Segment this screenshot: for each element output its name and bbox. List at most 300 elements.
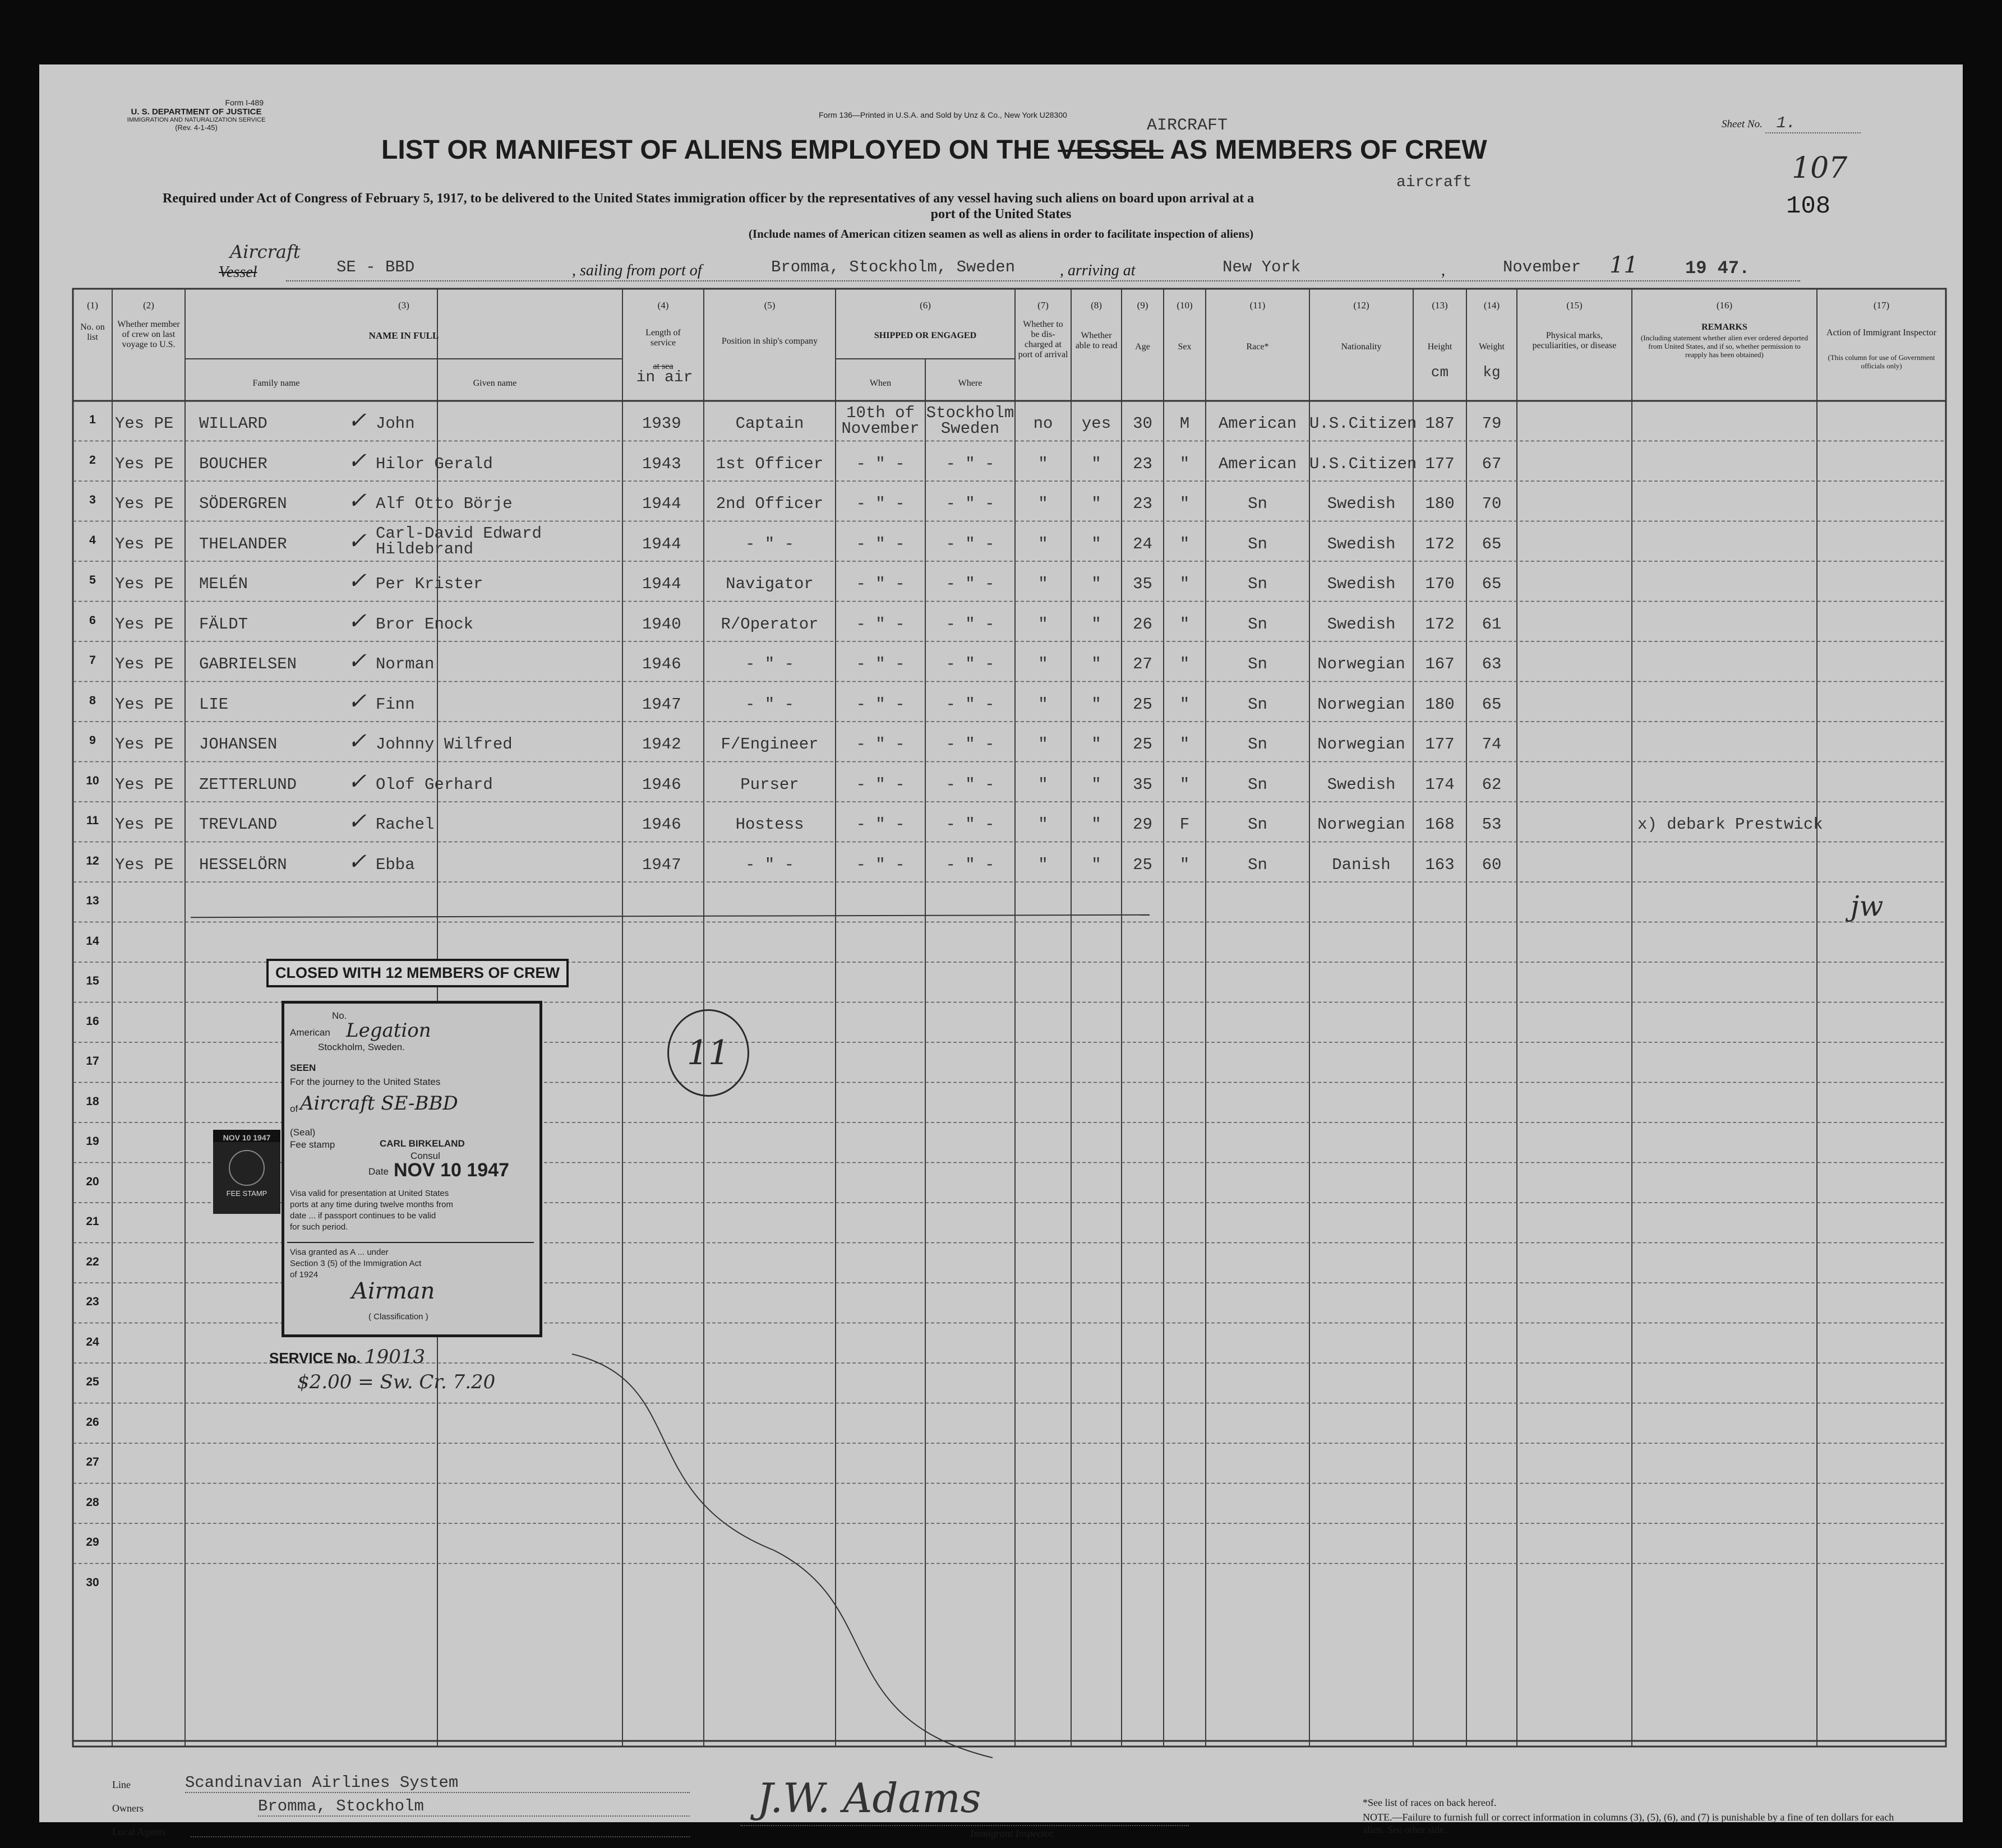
crew-family-name: BOUCHER xyxy=(199,454,267,473)
col-num-13: (13) xyxy=(1432,300,1448,311)
crew-discharged: " xyxy=(1038,775,1048,794)
line-number: 6 xyxy=(89,613,96,627)
footer-agents-line xyxy=(191,1836,690,1837)
crew-nationality: Norwegian xyxy=(1317,815,1405,834)
circled-count-value: 11 xyxy=(686,1033,730,1073)
line-number: 8 xyxy=(89,694,96,707)
crew-age: 25 xyxy=(1133,695,1152,714)
crew-service-year: 1942 xyxy=(642,735,681,754)
line-number: 21 xyxy=(86,1215,99,1228)
crew-able-to-read: " xyxy=(1091,495,1101,513)
line-number: 14 xyxy=(86,934,99,948)
crew-service-year: 1944 xyxy=(642,575,681,593)
crew-service-year: 1943 xyxy=(642,454,681,473)
crew-position: Hostess xyxy=(735,815,804,834)
visa-legation-city: Stockholm, Sweden. xyxy=(318,1042,405,1052)
crew-sex: " xyxy=(1179,575,1190,593)
crew-weight: 79 xyxy=(1482,414,1502,433)
hdr-length-service: Length of service xyxy=(645,328,681,348)
crew-age: 35 xyxy=(1133,575,1152,593)
hdr-nationality: Nationality xyxy=(1341,342,1382,352)
crew-last-voyage: Yes PE xyxy=(115,655,174,673)
crew-shipped-where: - " - xyxy=(945,495,995,513)
line-number: 9 xyxy=(89,734,96,747)
crew-position: Captain xyxy=(735,414,804,433)
crew-weight: 70 xyxy=(1482,495,1502,513)
crew-height: 180 xyxy=(1425,695,1455,714)
crew-nationality: Swedish xyxy=(1327,775,1396,794)
line-number: 3 xyxy=(89,493,96,506)
hdr-service-in-air: in air xyxy=(636,369,693,386)
crew-nationality: Norwegian xyxy=(1317,695,1405,714)
visa-of-hand: Aircraft SE-BBD xyxy=(300,1092,458,1115)
form-number: Form I-489 xyxy=(225,98,264,107)
crew-position: - " - xyxy=(745,855,794,874)
visa-valid-2: ports at any time during twelve months from xyxy=(290,1200,453,1209)
col-num-10: (10) xyxy=(1177,300,1193,311)
fee-stamp-date: NOV 10 1947 xyxy=(213,1130,280,1142)
hdr-service-struck: at sea xyxy=(653,362,674,371)
crew-sex: " xyxy=(1179,454,1190,473)
crew-weight: 62 xyxy=(1482,775,1502,794)
fee-stamp-label: FEE STAMP xyxy=(226,1189,267,1198)
crew-weight: 74 xyxy=(1482,735,1502,754)
line-number: 1 xyxy=(89,413,96,426)
crew-sex: " xyxy=(1179,655,1190,673)
crew-able-to-read: " xyxy=(1091,615,1101,634)
col-num-15: (15) xyxy=(1566,300,1583,311)
hdr-weight: Weight xyxy=(1479,342,1505,352)
check-mark-icon: ✓ xyxy=(348,808,367,834)
crew-height: 168 xyxy=(1425,815,1455,834)
sailing-from: Bromma, Stockholm, Sweden xyxy=(771,258,1016,276)
crew-given-name: John xyxy=(376,414,415,433)
crew-service-year: 1946 xyxy=(642,655,681,673)
crew-position: Navigator xyxy=(726,575,814,593)
crew-discharged: " xyxy=(1038,495,1048,513)
sheet-value: 1. xyxy=(1765,114,1861,133)
col-num-6: (6) xyxy=(920,300,931,311)
hdr-age: Age xyxy=(1135,342,1150,352)
crew-last-voyage: Yes PE xyxy=(115,454,174,473)
hdr-where: Where xyxy=(958,378,982,388)
footer-line-label: Line xyxy=(112,1779,131,1790)
line-number: 20 xyxy=(86,1175,99,1188)
crew-weight: 53 xyxy=(1482,815,1502,834)
crew-age: 27 xyxy=(1133,655,1152,673)
crew-able-to-read: " xyxy=(1091,695,1101,714)
crew-family-name: ZETTERLUND xyxy=(199,775,297,794)
crew-given-name: Bror Enock xyxy=(376,615,474,634)
visa-granted-2: Section 3 (5) of the Immigration Act xyxy=(290,1259,422,1268)
crew-able-to-read: " xyxy=(1091,815,1101,834)
visa-of-label: of xyxy=(290,1103,298,1114)
crew-able-to-read: " xyxy=(1091,775,1101,794)
crew-last-voyage: Yes PE xyxy=(115,695,174,714)
crew-shipped-where: - " - xyxy=(945,615,995,634)
crew-shipped-where: - " - xyxy=(945,454,995,473)
crew-nationality: Swedish xyxy=(1327,534,1396,553)
line-number: 4 xyxy=(89,533,96,547)
hdr-position: Position in ship's company xyxy=(721,336,818,346)
crew-shipped-when: - " - xyxy=(856,655,905,673)
crew-height: 177 xyxy=(1425,454,1455,473)
crew-service-year: 1939 xyxy=(642,414,681,433)
crew-race: Sn xyxy=(1248,775,1267,794)
line-number: 27 xyxy=(86,1456,99,1468)
crew-height: 180 xyxy=(1425,495,1455,513)
crew-remarks: x) debark Prestwick xyxy=(1637,815,1823,834)
crew-sex: " xyxy=(1179,615,1190,634)
col-num-3: (3) xyxy=(398,300,409,311)
crew-shipped-where: - " - xyxy=(945,575,995,593)
crew-service-year: 1947 xyxy=(642,695,681,714)
crew-family-name: FÄLDT xyxy=(199,615,248,634)
crew-sex: " xyxy=(1179,735,1190,754)
visa-granted-3: of 1924 xyxy=(290,1270,319,1279)
crew-table xyxy=(73,289,1946,1747)
crew-race: American xyxy=(1218,454,1297,473)
service-name: IMMIGRATION AND NATURALIZATION SERVICE xyxy=(127,117,266,123)
hdr-no-on-list: No. on list xyxy=(80,322,105,342)
crew-age: 26 xyxy=(1133,615,1152,634)
col-num-8: (8) xyxy=(1091,300,1102,311)
service-no-label: SERVICE No. xyxy=(269,1350,361,1366)
crew-given-name: Hilor Gerald xyxy=(376,454,493,473)
col-num-14: (14) xyxy=(1483,300,1500,311)
fee-note: $2.00 = Sw. Cr. 7.20 xyxy=(297,1371,496,1393)
crew-race: American xyxy=(1218,414,1297,433)
arrival-month: November xyxy=(1503,258,1581,276)
crew-age: 24 xyxy=(1133,534,1152,553)
crew-height: 174 xyxy=(1425,775,1455,794)
closed-stamp-text: CLOSED WITH 12 MEMBERS OF CREW xyxy=(275,964,560,981)
crew-last-voyage: Yes PE xyxy=(115,495,174,513)
crew-age: 29 xyxy=(1133,815,1152,834)
col-num-9: (9) xyxy=(1137,300,1148,311)
crew-race: Sn xyxy=(1248,615,1267,634)
crew-nationality: Swedish xyxy=(1327,495,1396,513)
visa-valid-1: Visa valid for presentation at United States xyxy=(290,1189,449,1198)
crew-last-voyage: Yes PE xyxy=(115,855,174,874)
hdr-family-name: Family name xyxy=(252,378,300,388)
crew-last-voyage: Yes PE xyxy=(115,534,174,553)
crew-height: 167 xyxy=(1425,655,1455,673)
crew-able-to-read: " xyxy=(1091,454,1101,473)
aircraft-overwrite: AIRCRAFT xyxy=(1147,116,1228,135)
vessel-label: Vessel xyxy=(219,264,257,281)
line-number: 11 xyxy=(86,814,99,827)
crew-age: 25 xyxy=(1133,855,1152,874)
crew-shipped-where: - " - xyxy=(945,855,995,874)
crew-weight: 65 xyxy=(1482,575,1502,593)
crew-service-year: 1947 xyxy=(642,855,681,874)
visa-no-label: No. xyxy=(332,1010,347,1021)
hdr-discharged: Whether to be dis-charged at port of arrival xyxy=(1018,320,1068,359)
crew-shipped-when: - " - xyxy=(856,575,905,593)
crew-height: 163 xyxy=(1425,855,1455,874)
crew-weight: 61 xyxy=(1482,615,1502,634)
crew-able-to-read: " xyxy=(1091,534,1101,553)
title-part-1: LIST OR MANIFEST OF ALIENS EMPLOYED ON THE xyxy=(381,135,1050,165)
crew-service-year: 1944 xyxy=(642,495,681,513)
crew-last-voyage: Yes PE xyxy=(115,414,174,433)
visa-date-value: NOV 10 1947 xyxy=(394,1159,510,1181)
line-number: 22 xyxy=(86,1255,99,1268)
col-num-17: (17) xyxy=(1873,300,1890,311)
crew-last-voyage: Yes PE xyxy=(115,575,174,593)
check-mark-icon: ✓ xyxy=(348,608,367,634)
visa-classification-label: ( Classification ) xyxy=(368,1312,428,1322)
crew-given-name: Norman xyxy=(376,655,435,673)
aircraft-overwrite-2: aircraft xyxy=(1396,174,1472,191)
line-number: 7 xyxy=(89,654,96,667)
crew-shipped-when: - " - xyxy=(856,855,905,874)
title-struck-vessel: VESSEL xyxy=(1058,135,1164,165)
col-num-12: (12) xyxy=(1353,300,1369,311)
crew-shipped-where: Stockholm Sweden xyxy=(926,404,1014,438)
sheet-label: Sheet No. xyxy=(1722,118,1763,130)
hdr-physical-marks: Physical marks, peculiarities, or disease xyxy=(1532,331,1617,350)
voyage-underline xyxy=(286,280,1800,281)
crew-last-voyage: Yes PE xyxy=(115,775,174,794)
crew-age: 35 xyxy=(1133,775,1152,794)
margin-number-107: 107 xyxy=(1792,151,1848,185)
check-mark-icon: ✓ xyxy=(348,568,367,594)
line-number: 13 xyxy=(86,894,99,907)
crew-nationality: Swedish xyxy=(1327,615,1396,634)
hdr-inspector-action: Action of Immigrant Inspector xyxy=(1826,328,1936,338)
line-number: 28 xyxy=(86,1495,99,1509)
crew-shipped-when: 10th of November xyxy=(841,404,920,438)
crew-shipped-when: - " - xyxy=(856,815,905,834)
col-num-2: (2) xyxy=(143,300,154,311)
crew-race: Sn xyxy=(1248,855,1267,874)
visa-valid-4: for such period. xyxy=(290,1222,348,1232)
page-title xyxy=(381,135,1487,165)
crew-family-name: LIE xyxy=(199,695,229,714)
footer-owners-value: Bromma, Stockholm xyxy=(258,1797,690,1817)
sheet-number xyxy=(1722,114,1861,133)
col-num-4: (4) xyxy=(657,300,669,311)
line-number: 17 xyxy=(86,1055,99,1068)
footer-agents-label: Local Agents xyxy=(112,1826,166,1837)
arrival-day: 11 xyxy=(1609,252,1638,278)
crew-able-to-read: yes xyxy=(1081,414,1111,433)
crew-position: 1st Officer xyxy=(716,454,824,473)
crew-weight: 67 xyxy=(1482,454,1502,473)
note-text: —Failure to furnish full or correct information in columns (3), (5), (6), and (7) is punishable by a fine of ten dollars for each alien. See other side. xyxy=(1363,1812,1894,1835)
col-num-1: (1) xyxy=(87,300,98,311)
crew-shipped-when: - " - xyxy=(856,615,905,634)
line-number: 23 xyxy=(86,1295,99,1308)
crew-given-name: Johnny Wilfred xyxy=(376,735,513,754)
crew-family-name: SÖDERGREN xyxy=(199,495,287,513)
line-number: 19 xyxy=(86,1135,99,1148)
crew-age: 23 xyxy=(1133,454,1152,473)
line-number: 18 xyxy=(86,1094,99,1108)
line-number: 15 xyxy=(86,974,99,987)
visa-seal: (Seal) xyxy=(290,1127,316,1138)
line-number: 12 xyxy=(86,854,99,867)
crew-position: - " - xyxy=(745,695,794,714)
crew-given-name: Rachel xyxy=(376,815,435,834)
form-revision: (Rev. 4-1-45) xyxy=(175,123,218,132)
crew-able-to-read: " xyxy=(1091,855,1101,874)
crew-weight: 60 xyxy=(1482,855,1502,874)
hdr-race: Race* xyxy=(1246,342,1269,352)
crew-discharged: " xyxy=(1038,534,1048,553)
crew-race: Sn xyxy=(1248,695,1267,714)
crew-service-year: 1946 xyxy=(642,775,681,794)
crew-sex: " xyxy=(1179,775,1190,794)
check-mark-icon: ✓ xyxy=(348,408,367,433)
crew-sex: M xyxy=(1179,414,1190,433)
crew-sex: " xyxy=(1179,695,1190,714)
check-mark-icon: ✓ xyxy=(348,768,367,794)
crew-shipped-when: - " - xyxy=(856,454,905,473)
hdr-last-voyage: Whether member of crew on last voyage to U.S. xyxy=(117,320,180,349)
crew-shipped-where: - " - xyxy=(945,815,995,834)
visa-consul-title: Consul xyxy=(410,1151,440,1161)
crew-age: 25 xyxy=(1133,735,1152,754)
crew-height: 187 xyxy=(1425,414,1455,433)
crew-discharged: " xyxy=(1038,655,1048,673)
margin-number-108: 108 xyxy=(1786,192,1831,220)
crew-discharged: " xyxy=(1038,735,1048,754)
crew-family-name: MELÉN xyxy=(199,575,248,593)
check-mark-icon: ✓ xyxy=(348,688,367,714)
crew-race: Sn xyxy=(1248,575,1267,593)
crew-position: 2nd Officer xyxy=(716,495,824,513)
crew-able-to-read: " xyxy=(1091,735,1101,754)
visa-consul-name: CARL BIRKELAND xyxy=(380,1138,465,1149)
crew-shipped-where: - " - xyxy=(945,775,995,794)
arrival-year: 19 47. xyxy=(1685,258,1750,279)
crew-age: 23 xyxy=(1133,495,1152,513)
crew-age: 30 xyxy=(1133,414,1152,433)
crew-discharged: no xyxy=(1033,414,1053,433)
footer-line-value: Scandinavian Airlines System xyxy=(185,1773,690,1793)
crew-race: Sn xyxy=(1248,495,1267,513)
crew-nationality: Danish xyxy=(1332,855,1391,874)
crew-race: Sn xyxy=(1248,735,1267,754)
line-number: 30 xyxy=(86,1576,99,1589)
crew-able-to-read: " xyxy=(1091,575,1101,593)
visa-journey: For the journey to the United States xyxy=(290,1077,441,1087)
hdr-when: When xyxy=(869,378,892,388)
crew-weight: 63 xyxy=(1482,655,1502,673)
crew-weight: 65 xyxy=(1482,534,1502,553)
crew-discharged: " xyxy=(1038,454,1048,473)
hdr-weight-unit: kg xyxy=(1483,364,1501,381)
races-note: *See list of races on back hereof. xyxy=(1363,1797,1497,1808)
port-line: port of the United States xyxy=(930,207,1072,221)
note-label: NOTE. xyxy=(1363,1812,1392,1823)
crew-given-name: Olof Gerhard xyxy=(376,775,493,794)
visa-date-label: Date xyxy=(368,1166,389,1177)
hdr-name-in-full: NAME IN FULL xyxy=(368,330,439,341)
line-number: 2 xyxy=(89,453,96,466)
check-mark-icon: ✓ xyxy=(348,528,367,554)
crew-discharged: " xyxy=(1038,575,1048,593)
crew-shipped-when: - " - xyxy=(856,495,905,513)
visa-legation-hand: Legation xyxy=(346,1019,431,1042)
crew-height: 172 xyxy=(1425,615,1455,634)
crew-given-name: Alf Otto Börje xyxy=(376,495,513,513)
inspector-signature: J.W. Adams xyxy=(757,1775,981,1822)
crew-service-year: 1946 xyxy=(642,815,681,834)
crew-last-voyage: Yes PE xyxy=(115,615,174,634)
crew-race: Sn xyxy=(1248,534,1267,553)
hdr-shipped-engaged: SHIPPED OR ENGAGED xyxy=(874,331,977,340)
inspector-initials: jw xyxy=(1851,890,1884,922)
crew-discharged: " xyxy=(1038,695,1048,714)
note-block xyxy=(1363,1811,1895,1836)
printer-line: Form 136—Printed in U.S.A. and Sold by Unz & Co., New York U28300 xyxy=(819,110,1067,119)
crew-shipped-where: - " - xyxy=(945,735,995,754)
title-part-2: AS MEMBERS OF CREW xyxy=(1170,135,1487,165)
hdr-able-to-read: Whether able to read xyxy=(1075,331,1118,350)
crew-nationality: Norwegian xyxy=(1317,655,1405,673)
check-mark-icon: ✓ xyxy=(348,648,367,674)
crew-shipped-when: - " - xyxy=(856,735,905,754)
hdr-sex: Sex xyxy=(1178,342,1192,352)
col-num-7: (7) xyxy=(1037,300,1049,311)
arriving-at: New York xyxy=(1223,258,1301,276)
visa-fee-stamp: Fee stamp xyxy=(290,1139,335,1150)
crew-given-name: Per Krister xyxy=(376,575,483,593)
crew-discharged: " xyxy=(1038,855,1048,874)
crew-shipped-when: - " - xyxy=(856,534,905,553)
visa-legation-prefix: American xyxy=(290,1027,330,1038)
crew-position: F/Engineer xyxy=(721,735,819,754)
hdr-height: Height xyxy=(1427,342,1452,352)
col-num-16: (16) xyxy=(1716,300,1733,311)
crew-shipped-when: - " - xyxy=(856,695,905,714)
include-line: (Include names of American citizen seamen as well as aliens in order to facilitate inspection of aliens) xyxy=(748,227,1254,241)
crew-discharged: " xyxy=(1038,815,1048,834)
hdr-remarks-note: (Including statement whether alien ever ordered deported from United States, and if so, whether permission to reapply has been obtained) xyxy=(1640,334,1809,359)
visa-valid-3: date ... if passport continues to be valid xyxy=(290,1211,436,1221)
crew-given-name: Finn xyxy=(376,695,415,714)
check-mark-icon: ✓ xyxy=(348,848,367,875)
manifest-page xyxy=(39,64,1963,1839)
line-number: 25 xyxy=(86,1375,99,1388)
line-number: 26 xyxy=(86,1415,99,1429)
crew-sex: F xyxy=(1179,815,1190,834)
comma: , xyxy=(1441,262,1445,279)
vessel-name: SE - BBD xyxy=(336,258,415,276)
line-number: 24 xyxy=(86,1335,99,1348)
crew-race: Sn xyxy=(1248,655,1267,673)
col-num-11: (11) xyxy=(1249,300,1266,311)
crew-position: - " - xyxy=(745,534,794,553)
line-number: 5 xyxy=(89,574,96,586)
crew-family-name: TREVLAND xyxy=(199,815,278,834)
crew-given-name: Carl-David Edward Hildebrand xyxy=(376,524,542,558)
check-mark-icon: ✓ xyxy=(348,488,367,514)
inspector-signature-line xyxy=(740,1825,1189,1826)
crew-position: - " - xyxy=(745,655,794,673)
crew-nationality: Swedish xyxy=(1327,575,1396,593)
crew-position: R/Operator xyxy=(721,615,819,634)
check-mark-icon: ✓ xyxy=(348,728,367,754)
crew-family-name: HESSELÖRN xyxy=(199,855,287,874)
crew-nationality: U.S.Citizen xyxy=(1309,454,1417,473)
line-number: 10 xyxy=(86,774,99,787)
crew-shipped-where: - " - xyxy=(945,655,995,673)
